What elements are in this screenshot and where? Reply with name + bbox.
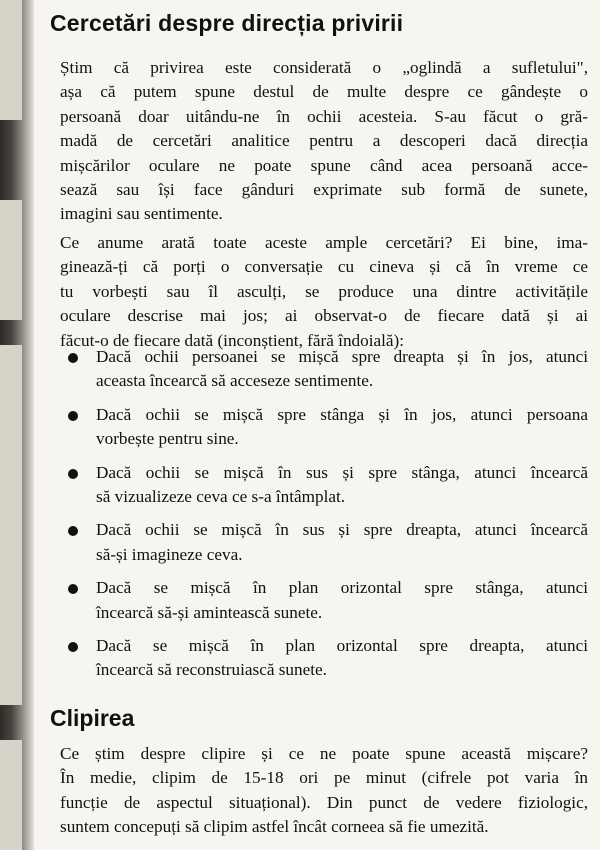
paragraph-blinking	[60, 742, 588, 840]
text-line: Dacă ochii se mișcă în sus și spre dreapta, atunci încearcă	[96, 520, 588, 540]
section-heading-blinking: Clipirea	[50, 705, 135, 731]
text-line: așa că putem spune destul de multe despre ce gândește o	[60, 82, 588, 102]
list-item	[68, 518, 588, 567]
text-line: Ce știm despre clipire și ce ne poate spune această mișcare?	[60, 744, 588, 763]
text-line: vorbește pentru sine.	[96, 429, 239, 449]
adjacent-page-edge	[0, 0, 22, 120]
text-line: În medie, clipim de 15-18 ori pe minut (cifrele pot varia în	[60, 768, 588, 788]
bullet-dot-icon	[68, 584, 78, 594]
adjacent-page-edge	[0, 200, 22, 320]
text-line: încearcă să-și amintească sunete.	[96, 602, 323, 622]
text-line: sează sau își face gânduri exprimate sub formă de sunete,	[60, 180, 588, 200]
text-line: să vizualizeze ceva ce s-a întâmplat.	[96, 487, 346, 507]
text-line: făcut-o de fiecare dată (inconștient, fără îndoială):	[60, 330, 405, 350]
text-line: Dacă se mișcă în plan orizontal spre dreapta, atunci	[96, 636, 588, 656]
text-line: încearcă să reconstruiască sunete.	[96, 660, 327, 680]
bullet-dot-icon	[68, 353, 78, 363]
bullet-dot-icon	[68, 526, 78, 536]
list-item	[68, 345, 588, 394]
list-item	[68, 461, 588, 510]
text-line: Dacă ochii se mișcă în sus și spre stânga, atunci încearcă	[96, 462, 588, 482]
adjacent-page-edge	[0, 740, 22, 850]
text-line: Știm că privirea este considerată o „oglindă a sufletului",	[60, 58, 588, 77]
list-item	[68, 403, 588, 452]
text-line: imagini sau sentimente.	[60, 204, 223, 224]
text-line: persoană doar uitându-ne în ochii acesteia. S-au făcut o gră-	[60, 106, 588, 126]
bullet-dot-icon	[68, 469, 78, 479]
list-item	[68, 576, 588, 625]
text-line: Dacă ochii se mișcă spre stânga și în jos, atunci persoana	[96, 404, 588, 424]
text-line: să-și imagineze ceva.	[96, 544, 243, 564]
adjacent-page-edge	[0, 345, 22, 705]
list-item	[68, 634, 588, 683]
text-line: funcție de aspectul situațional). Din punct de vedere fiziologic,	[60, 792, 588, 812]
bullet-dot-icon	[68, 642, 78, 652]
text-line: aceasta încearcă să acceseze sentimente.	[96, 371, 374, 391]
text-line: Ce anume arată toate aceste ample cercetări? Ei bine, ima-	[60, 233, 588, 252]
section-heading-gaze-research: Cercetări despre direcția privirii	[50, 10, 404, 36]
text-line: madă de cercetări analitice pentru a descoperi dacă direcția	[60, 131, 588, 151]
text-line: ginează-ți că porți o conversație cu cineva și că în vreme ce	[60, 257, 588, 277]
text-line: tu vorbești sau îl asculți, se produce una dintre activitățile	[60, 281, 588, 301]
bullet-dot-icon	[68, 411, 78, 421]
paragraph-research-question	[60, 231, 588, 353]
book-page	[50, 0, 590, 850]
text-line: Dacă se mișcă în plan orizontal spre stânga, atunci	[96, 578, 588, 598]
text-line: suntem concepuți să clipim astfel încât corneea să fie umezită.	[60, 817, 489, 837]
eye-movement-list	[68, 345, 588, 692]
text-line: Dacă ochii persoanei se mișcă spre dreapta și în jos, atunci	[96, 347, 588, 366]
text-line: mișcărilor oculare ne poate spune când acea persoană acce-	[60, 155, 588, 175]
text-line: oculare descrise mai jos; ai observat-o de fiecare dată și ai	[60, 306, 588, 326]
paragraph-intro	[60, 56, 588, 227]
